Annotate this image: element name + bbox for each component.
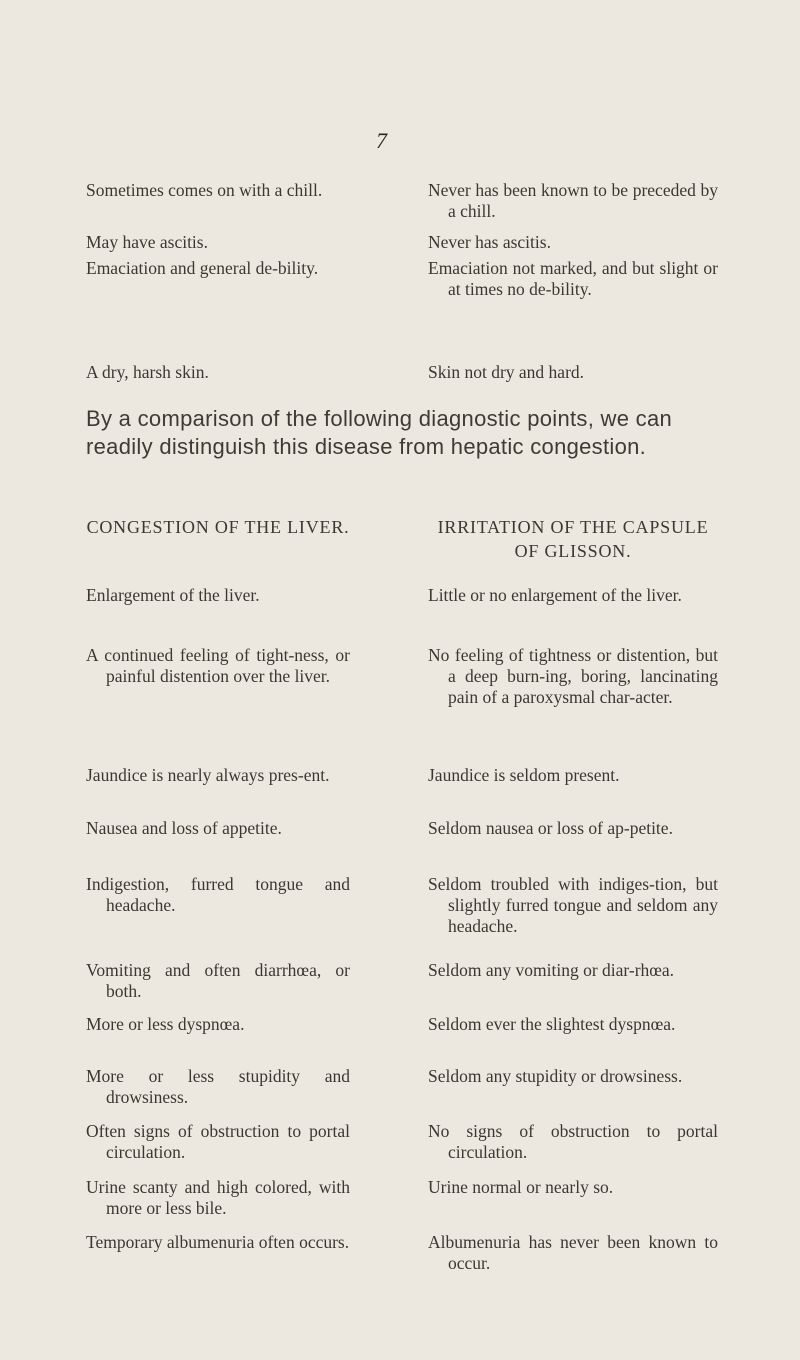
top-right-item: Skin not dry and hard. <box>428 362 585 382</box>
top-right-item: Emaciation not marked, and but slight or at times no de-bility. <box>428 258 718 299</box>
irritation-item: Seldom nausea or loss of ap-petite. <box>428 818 673 838</box>
left-column-heading: CONGESTION OF THE LIVER. <box>86 517 350 537</box>
irritation-item: Urine normal or nearly so. <box>428 1177 614 1197</box>
congestion-item: More or less dyspnœa. <box>86 1014 245 1034</box>
irritation-item: Seldom any stupidity or drowsiness. <box>428 1066 683 1086</box>
top-left-item: May have ascitis. <box>86 232 208 252</box>
top-left-item: A dry, harsh skin. <box>86 362 209 382</box>
irritation-item: Seldom ever the slightest dyspnœa. <box>428 1014 676 1034</box>
congestion-item: More or less stupidity and drowsiness. <box>86 1066 350 1107</box>
congestion-item: Indigestion, furred tongue and headache. <box>86 874 350 915</box>
top-right-item: Never has ascitis. <box>428 232 551 252</box>
right-column-heading: IRRITATION OF THE CAPSULE OF GLISSON. <box>437 517 709 561</box>
congestion-item: Urine scanty and high colored, with more or less bile. <box>86 1177 350 1218</box>
intro-paragraph: By a comparison of the following diagnostic points, we can readily distinguish this disease from hepatic congestion. <box>86 406 673 459</box>
irritation-item: Albumenuria has never been known to occur. <box>428 1232 718 1273</box>
congestion-item: Jaundice is nearly always pres-ent. <box>86 765 330 785</box>
irritation-item: No signs of obstruction to portal circulation. <box>428 1121 718 1162</box>
congestion-item: Temporary albumenuria often occurs. <box>86 1232 350 1252</box>
congestion-item: Enlargement of the liver. <box>86 585 260 605</box>
irritation-item: Seldom any vomiting or diar-rhœa. <box>428 960 675 980</box>
congestion-item: A continued feeling of tight-ness, or painful distention over the liver. <box>86 645 350 686</box>
top-left-item: Sometimes comes on with a chill. <box>86 180 323 200</box>
irritation-item: Jaundice is seldom present. <box>428 765 620 785</box>
page-number: 7 <box>376 128 387 153</box>
irritation-item: No feeling of tightness or distention, but a deep burn-ing, boring, lancinating pain of a paroxysmal char-acter. <box>428 645 718 707</box>
congestion-item: Often signs of obstruction to portal circulation. <box>86 1121 350 1162</box>
top-right-item: Never has been known to be preceded by a chill. <box>428 180 718 221</box>
irritation-item: Little or no enlargement of the liver. <box>428 585 682 605</box>
congestion-item: Nausea and loss of appetite. <box>86 818 282 838</box>
congestion-item: Vomiting and often diarrhœa, or both. <box>86 960 350 1001</box>
top-left-item: Emaciation and general de-bility. <box>86 258 319 278</box>
irritation-item: Seldom troubled with indiges-tion, but slightly furred tongue and seldom any headache. <box>428 874 718 936</box>
